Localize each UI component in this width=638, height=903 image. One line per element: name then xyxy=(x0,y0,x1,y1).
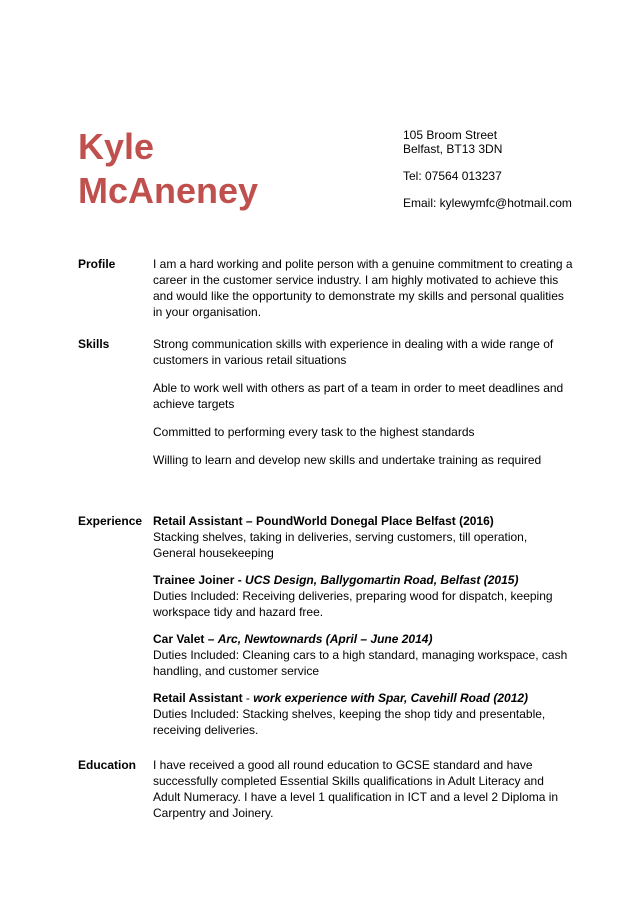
job-detail: UCS Design, Ballygomartin Road, Belfast (2015) xyxy=(245,573,519,587)
job-role: Trainee Joiner xyxy=(153,573,235,587)
skill-item: Able to work well with others as part of a team in order to meet deadlines and achieve targets xyxy=(153,381,564,411)
job-role: Retail Assistant xyxy=(153,514,243,528)
address-line-2: Belfast, BT13 3DN xyxy=(403,142,503,156)
education-label: Education xyxy=(78,758,137,772)
telephone: Tel: 07564 013237 xyxy=(403,169,502,183)
profile-text: I am a hard working and polite person with a genuine commitment to creating a career in the customer service industry. I am highly motivated to achieve this and would like the opportunity to demonstrate my skills and personal qualities in your organisation. xyxy=(153,257,573,319)
email: Email: kylewymfc@hotmail.com xyxy=(403,196,572,210)
job-title xyxy=(153,690,573,706)
job-entry xyxy=(153,631,573,679)
education-text: I have received a good all round education to GCSE standard and have successfully completed Essential Skills qualifications in Adult Literacy and Adult Numeracy. I have a level 1 qualification in ICT and a level 2 Diploma in Carpentry and Joinery. xyxy=(153,758,559,820)
education-section xyxy=(153,757,573,821)
profile-section xyxy=(153,256,573,320)
job-entry xyxy=(153,572,573,620)
job-title xyxy=(153,631,573,647)
spacer xyxy=(403,183,572,196)
job-detail: Arc, Newtownards (April – June 2014) xyxy=(217,632,433,646)
job-separator: – xyxy=(204,632,218,646)
address-line-1: 105 Broom Street xyxy=(403,128,498,142)
job-description: Duties Included: Cleaning cars to a high standard, managing workspace, cash handling, and customer service xyxy=(153,648,568,678)
skill-item: Committed to performing every task to the highest standards xyxy=(153,425,475,439)
skill-item: Willing to learn and develop new skills and undertake training as required xyxy=(153,453,542,467)
contact-block xyxy=(403,128,572,210)
job-entry xyxy=(153,690,573,738)
first-name: Kyle xyxy=(78,126,155,167)
last-name: McAneney xyxy=(78,170,259,211)
job-role: Retail Assistant xyxy=(153,691,243,705)
spacer xyxy=(403,156,572,169)
job-description: Duties Included: Receiving deliveries, preparing wood for dispatch, keeping workspace tidy and hazard free. xyxy=(153,589,553,619)
job-detail: work experience with Spar, Cavehill Road (2012) xyxy=(253,691,529,705)
job-detail: PoundWorld Donegal Place Belfast (2016) xyxy=(255,514,494,528)
candidate-name xyxy=(78,125,258,213)
job-separator: - xyxy=(234,573,246,587)
job-title xyxy=(153,513,573,529)
experience-label: Experience xyxy=(78,514,143,528)
job-description: Duties Included: Stacking shelves, keeping the shop tidy and presentable, receiving deliveries. xyxy=(153,707,546,737)
job-separator: – xyxy=(242,514,256,528)
job-role: Car Valet xyxy=(153,632,205,646)
skills-label: Skills xyxy=(78,337,110,351)
skill-item: Strong communication skills with experience in dealing with a wide range of customers in various retail situations xyxy=(153,337,554,367)
job-description: Stacking shelves, taking in deliveries, serving customers, till operation, General housekeeping xyxy=(153,530,528,560)
experience-section xyxy=(153,513,573,738)
job-title xyxy=(153,572,573,588)
profile-label: Profile xyxy=(78,257,116,271)
job-entry xyxy=(153,513,573,561)
skills-section xyxy=(153,336,573,468)
job-separator: - xyxy=(242,691,254,705)
